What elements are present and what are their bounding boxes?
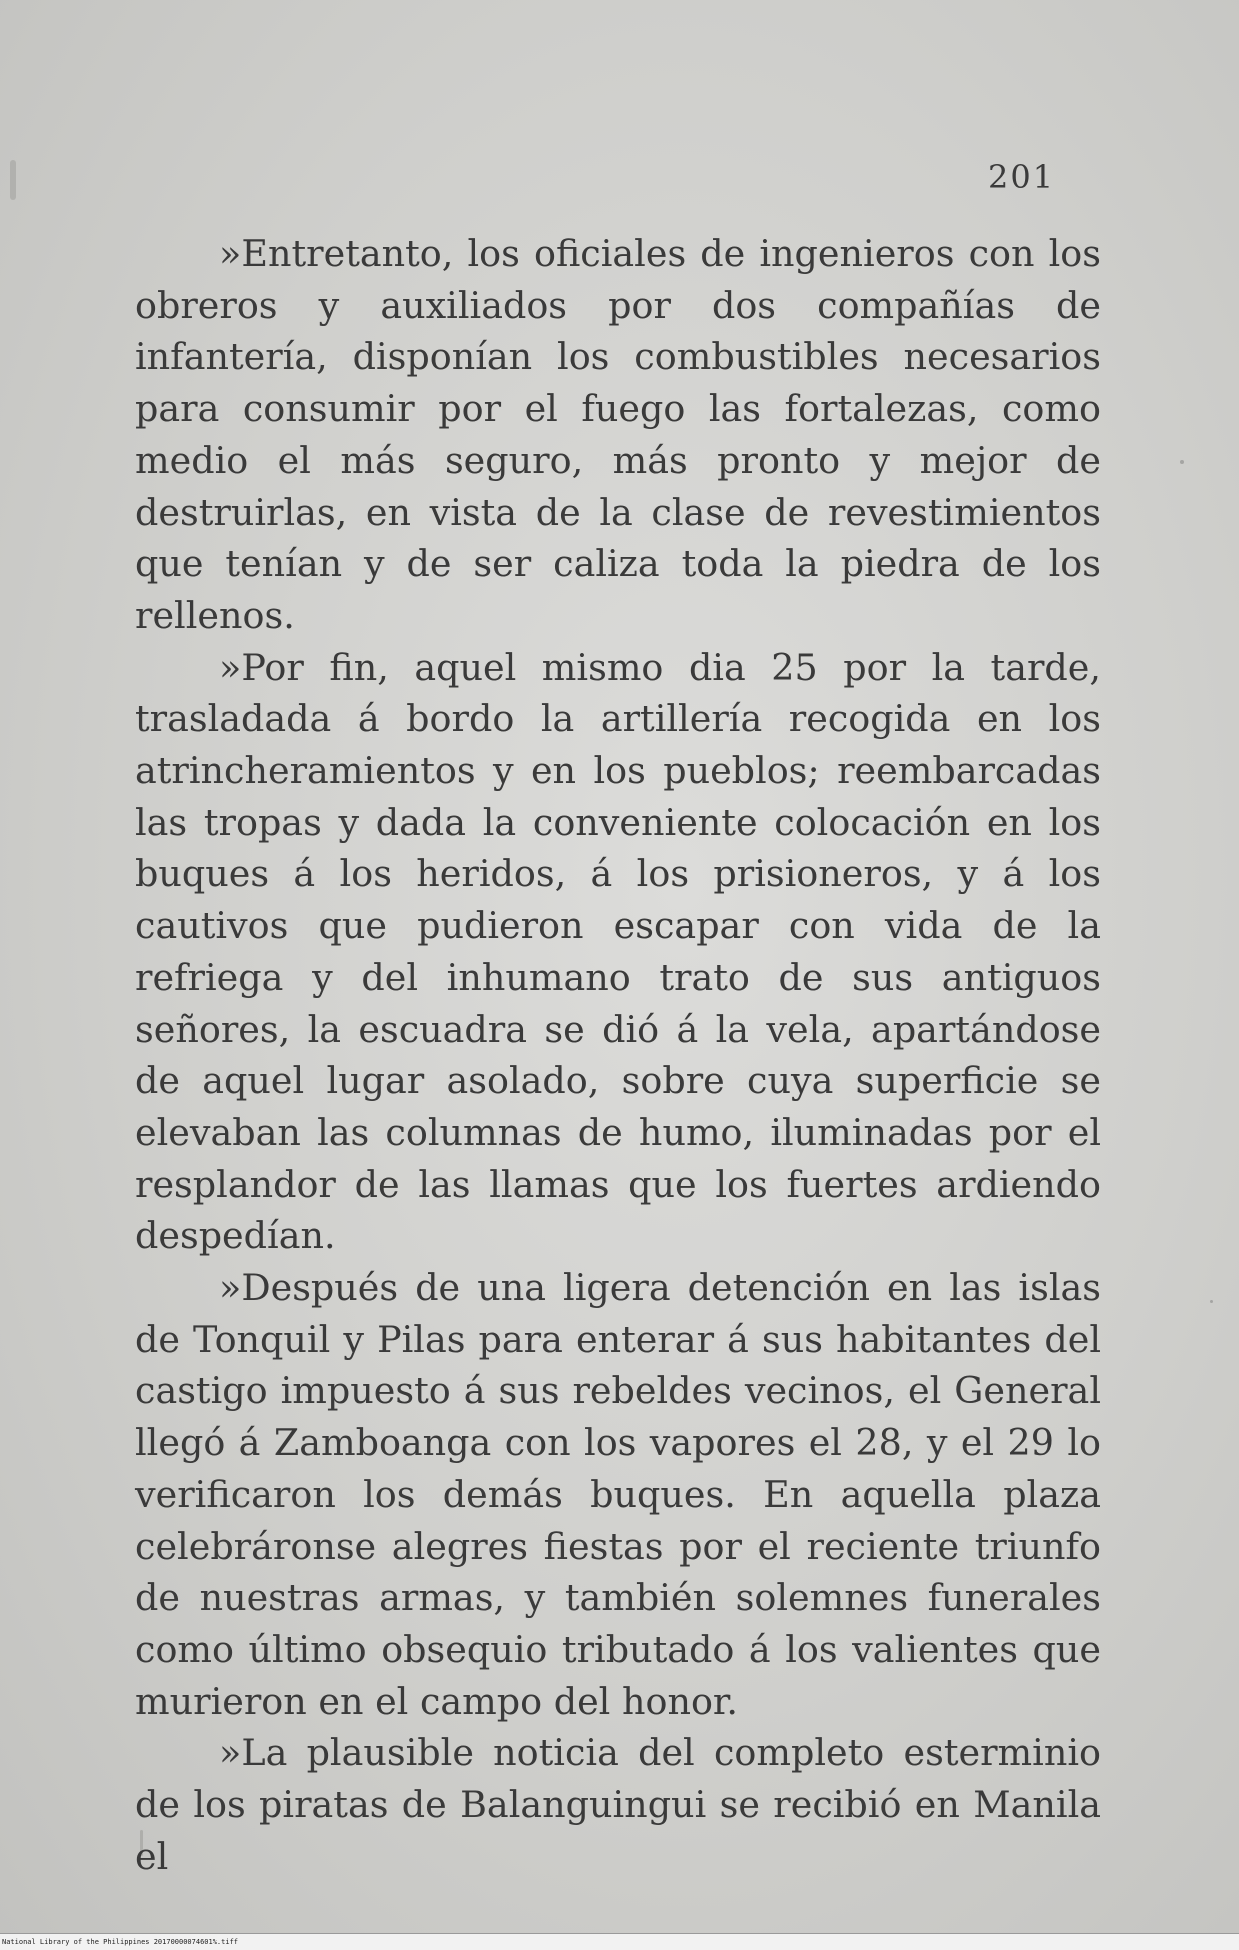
body-text <box>135 228 1101 1883</box>
paragraph: »Por fin, aquel mismo dia 25 por la tarde, trasladada á bordo la artillería recogida en los atrincheramientos y en los pueblos; reembarcadas las tropas y dada la conveniente colocación en los buques á los heridos, á los prisioneros, y á los cautivos que pudieron escapar con vida de la refriega y del inhumano trato de sus antiguos señores, la escuadra se dió á la vela, apartándose de aquel lugar asolado, sobre cuya superficie se elevaban las columnas de humo, iluminadas por el resplandor de las llamas que los fuertes ardiendo despedían. <box>135 645 1101 1258</box>
paragraph: »Entretanto, los oficiales de ingenieros con los obreros y auxiliados por dos compañías de infantería, disponían los combustibles necesarios para consumir por el fuego las fortalezas, como medio el más seguro, más pronto y mejor de destruirlas, en vista de la clase de revestimientos que tenían y de ser caliza toda la piedra de los rellenos. <box>135 232 1101 637</box>
paragraph: »Después de una ligera detención en las islas de Tonquil y Pilas para enterar á sus habitantes del castigo impuesto á sus rebeldes vecinos, el General llegó á Zamboanga con los vapores el 28, y el 29 lo verificaron los demás buques. En aquella plaza celebráronse alegres fiestas por el reciente triunfo de nuestras armas, y también solemnes funerales como último obsequio tributado á los valientes que murieron en el campo del honor. <box>135 1266 1101 1723</box>
paragraph: »La plausible noticia del completo esterminio de los piratas de Balanguingui se recibió en Manila el <box>135 1731 1101 1878</box>
scan-footer: National Library of the Philippines 20170000074601%.tiff <box>0 1933 1239 1950</box>
page-number: 201 <box>988 158 1056 196</box>
